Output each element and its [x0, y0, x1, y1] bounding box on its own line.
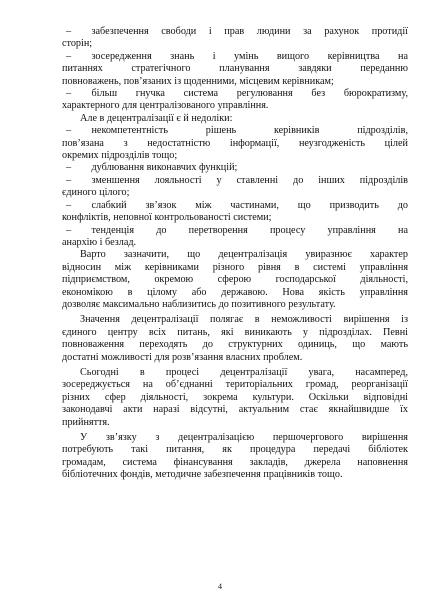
text-line: підприємством, окремою сферою господарської діяльності, [62, 274, 408, 286]
text-line: – забезпечення свободи і прав людини за рахунок протидії [66, 26, 408, 37]
text-line: – дублювання виконавчих функцій; [66, 162, 238, 174]
text-line: Варто зазначити, що децентралізація увиразнює характер [80, 249, 408, 261]
text-paragraph [62, 249, 408, 311]
text-line: громадам, система фінансування закладів, джерела наповнення [62, 456, 408, 468]
text-line: конфліктів, неповної контрольованості системи; [62, 212, 272, 224]
text-line: достатні можливості для розв’язання власних проблем. [62, 351, 303, 363]
bullet-paragraph [62, 125, 408, 162]
text-line: єдиного цілого; [62, 187, 130, 199]
paragraph-gap [62, 482, 408, 485]
text-line: економікою в цілому або державою. Нова якість управління [62, 286, 408, 298]
text-paragraph [62, 314, 408, 364]
bullet-paragraph [62, 51, 408, 88]
text-line: питаннях стратегічного планування завдяки переданню [62, 63, 408, 75]
text-line: У зв’язку з децентралізацією першочергового вирішення [80, 432, 408, 443]
text-line: єдиного центру всіх питань, які виникають у підрозділах. Певні [62, 326, 408, 338]
bullet-paragraph [62, 88, 408, 113]
text-line: – некомпетентність рішень керівників підрозділів, [66, 125, 408, 137]
text-line: зосереджується на об’єднанні територіальних громад, реорганізації [62, 379, 408, 391]
page-number: 4 [218, 582, 222, 591]
document-body [62, 26, 408, 485]
bullet-paragraph [62, 175, 408, 200]
text-line: – слабкий зв’язок між частинами, що призводить до [66, 199, 408, 211]
text-line: прийняття. [62, 416, 110, 428]
text-line: потребують такі питання, як процедура передачі бібліотек [62, 444, 408, 456]
text-line: – зменшення лояльності у ставленні до інших підрозділів [66, 174, 408, 186]
bullet-paragraph [62, 225, 408, 250]
bullet-paragraph [62, 200, 408, 225]
text-line: характерного для централізованого управління. [62, 100, 269, 112]
text-line: пов’язана з недостатністю інформації, неузгодженість цілей [62, 137, 408, 149]
text-line: сторін; [62, 38, 93, 50]
text-paragraph [62, 113, 408, 125]
text-line: – тенденція до перетворення процесу управління на [66, 224, 408, 236]
text-line: законодавчі акти наразі відсутні, актуальним стає якнайшвидше їх [62, 404, 408, 416]
text-paragraph [62, 367, 408, 429]
text-line: бібліотечних фондів, методичне забезпечення працівників тощо. [62, 469, 343, 481]
text-line: Значення децентралізації полягає в неможливості вирішення із [80, 314, 408, 326]
text-line: Але в децентралізації є й недоліки: [80, 112, 233, 124]
bullet-paragraph [62, 26, 408, 51]
text-line: повноважень, пов’язаних із щоденними, місцевим керівникам; [62, 75, 334, 87]
text-line: Сьогодні в процесі децентралізації увага, насамперед, [80, 366, 408, 378]
text-line: анархію і безлад. [62, 236, 137, 248]
text-line: – більш гнучка система регулювання без бюрократизму, [66, 88, 408, 100]
text-paragraph [62, 432, 408, 482]
text-line: різних сфер діяльності, зокрема культури. Оскільки відповідні [62, 391, 408, 403]
text-line: повноваження переходять до структурних одиниць, що мають [62, 339, 408, 351]
bullet-paragraph [62, 162, 408, 174]
text-line: дозволяє максимально наблизитись до позитивного результату. [62, 298, 336, 310]
text-line: – зосередження знань і умінь вищого керівництва на [66, 50, 408, 62]
text-line: окремих підрозділів тощо; [62, 150, 178, 162]
text-line: відносин між керівниками різного рівня в системі управління [62, 261, 408, 273]
